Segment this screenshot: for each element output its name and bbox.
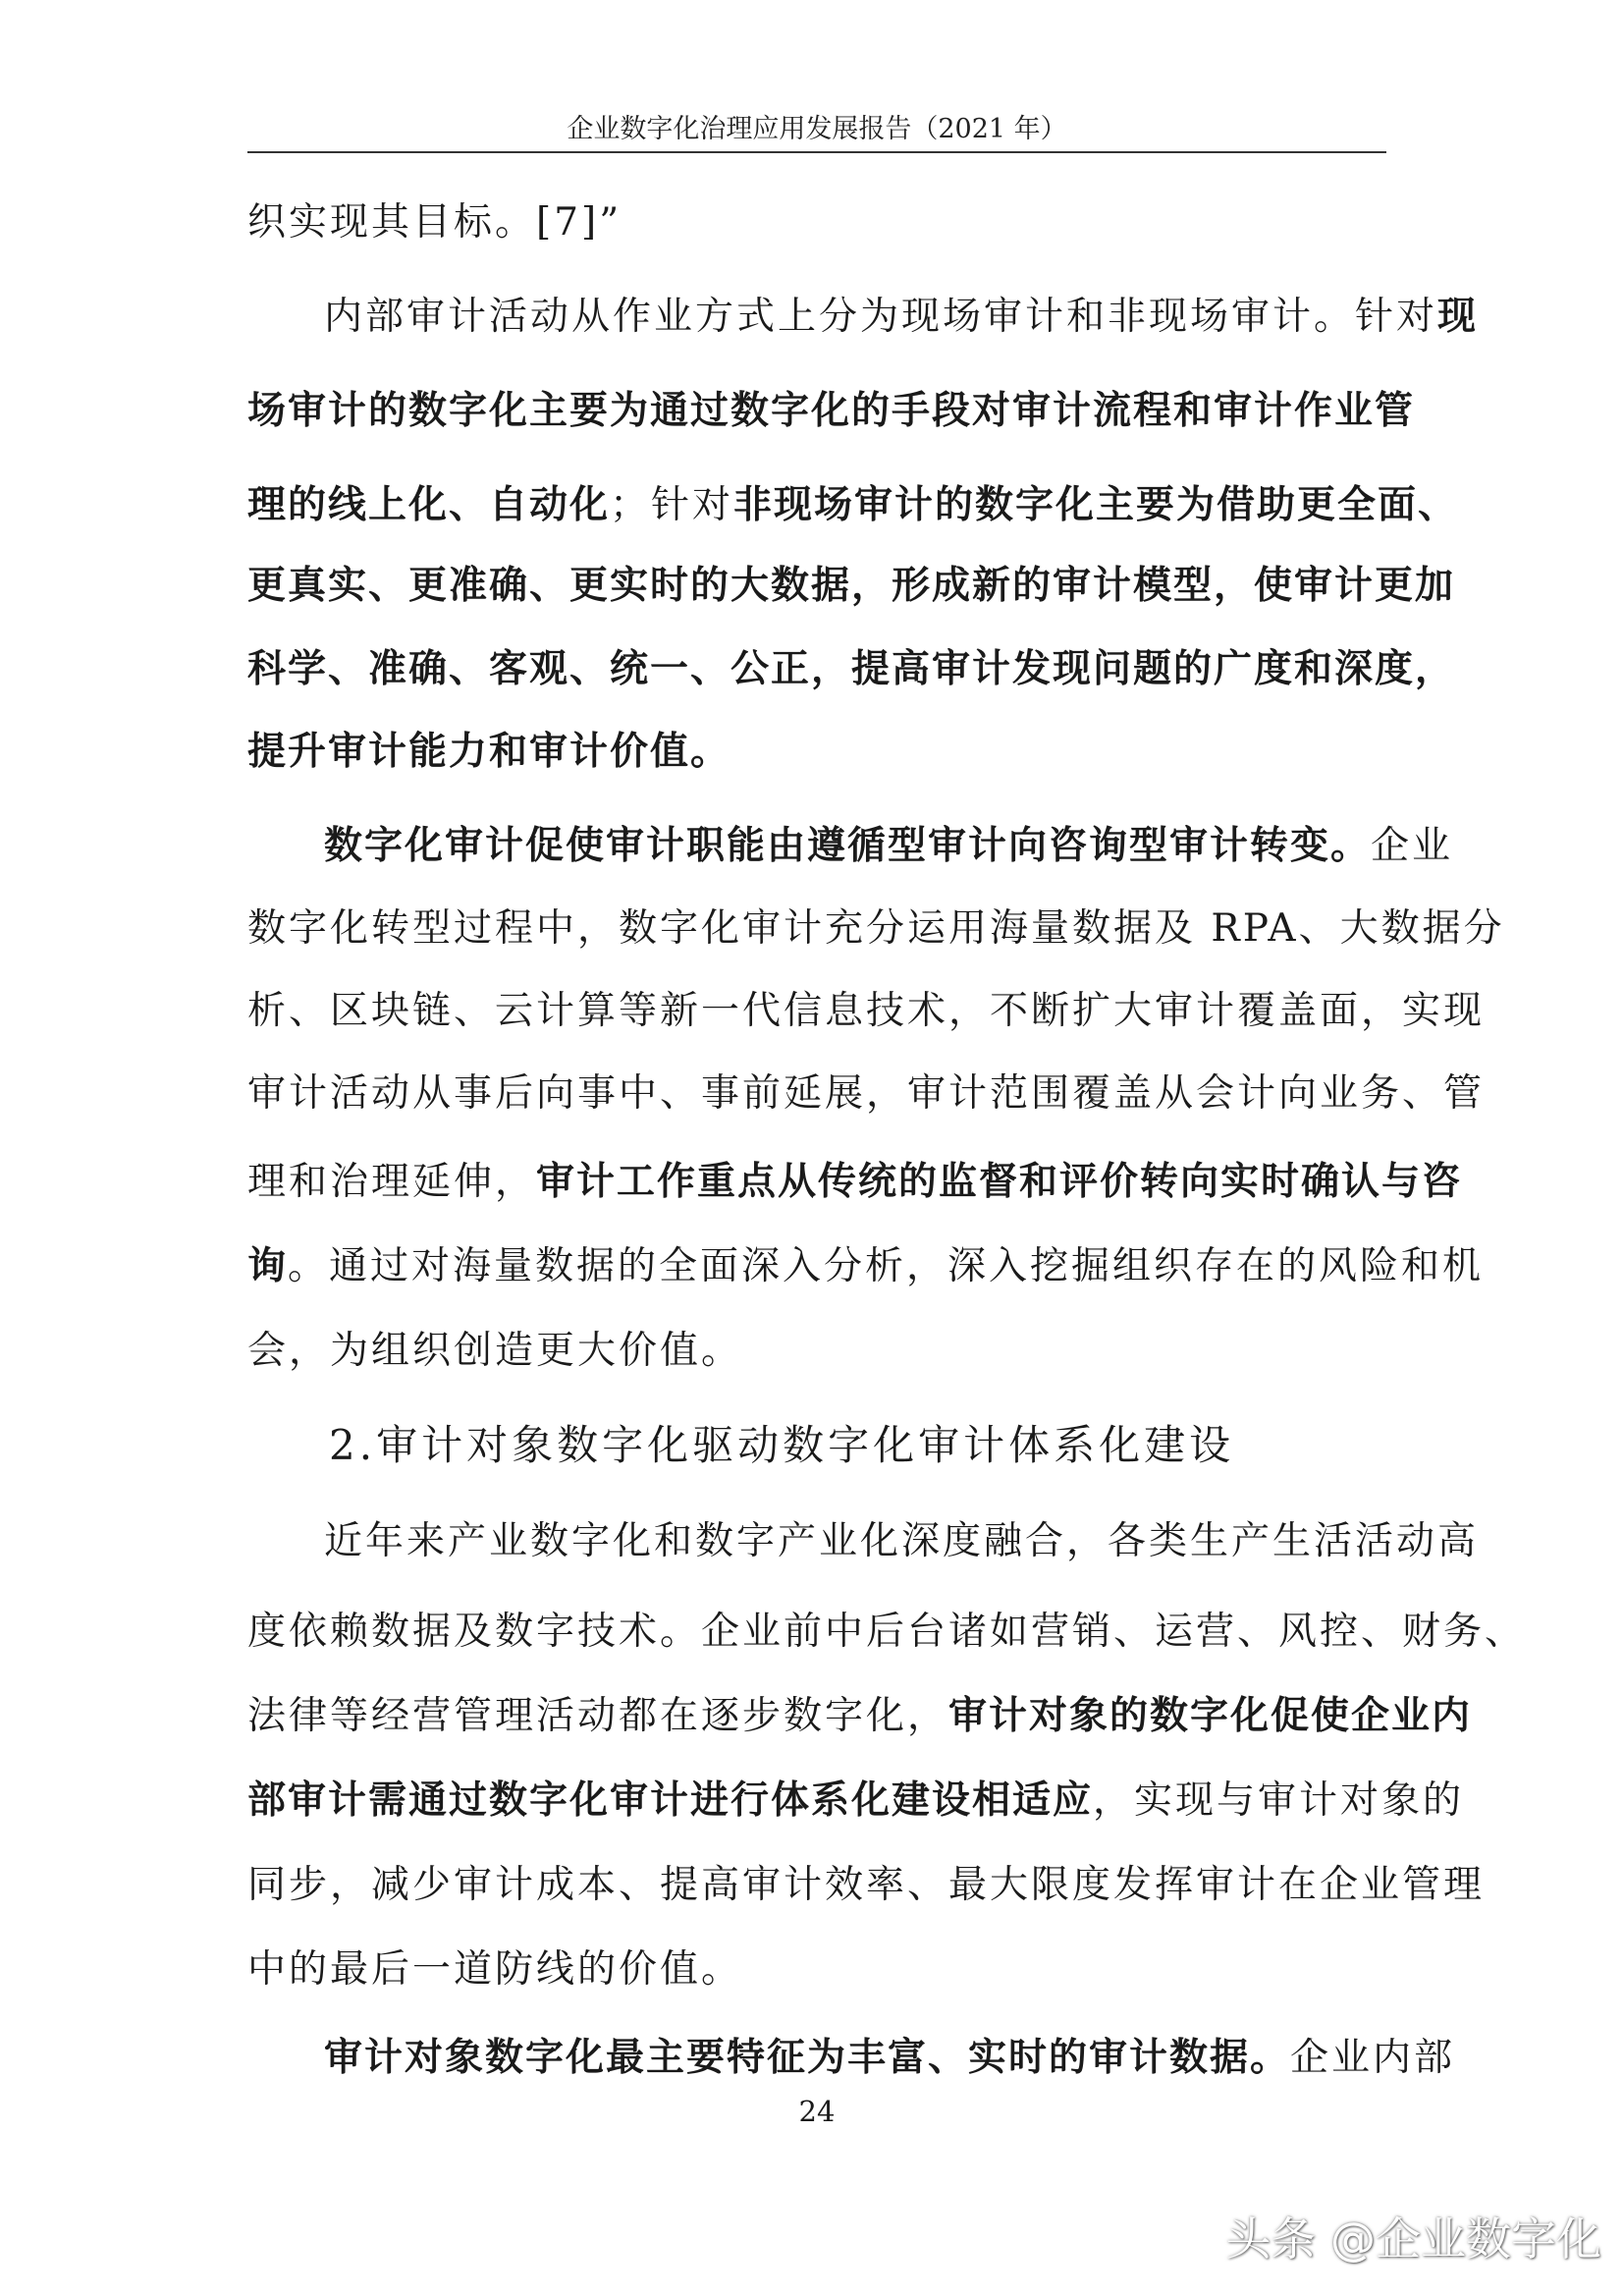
text-run: 。通过对海量数据的全面深入分析，深入挖掘组织存在的风险和机 [288, 1244, 1485, 1288]
paragraph-line [247, 197, 1386, 248]
text-run: 企业内部 [1290, 2036, 1456, 2080]
paragraph-line [247, 644, 1456, 695]
paragraph-line [247, 1860, 1486, 1911]
bold-text-run: 科学、准确、客观、统一、公正，提高审计发现问题的广度和深度， [247, 647, 1456, 691]
text-run: 中的最后一道防线的价值。 [247, 1947, 743, 1992]
paragraph-line [247, 1944, 1386, 1995]
paragraph-line [247, 386, 1416, 437]
paragraph-line [247, 1241, 1485, 1292]
text-run: 审计活动从事后向事中、事前延展，审计范围覆盖从会计向业务、管 [247, 1071, 1486, 1116]
bold-text-run: 审计对象的数字化促使企业内 [948, 1694, 1473, 1738]
bold-text-run: 理的线上化、自动化 [247, 483, 611, 527]
paragraph-line [247, 561, 1456, 612]
text-run: 数字化转型过程中，数字化审计充分运用海量数据及 RPA、大数据分 [247, 906, 1505, 951]
text-run: 织实现其目标。[7]” [247, 200, 622, 245]
paragraph-line [247, 1326, 1386, 1377]
text-run: 理和治理延伸， [247, 1160, 537, 1204]
paragraph-line [247, 480, 1459, 531]
bold-text-run: 更真实、更准确、更实时的大数据，形成新的审计模型，使审计更加 [247, 564, 1456, 608]
bold-text-run: 询 [247, 1244, 289, 1288]
text-run: 会，为组织创造更大价值。 [247, 1329, 743, 1373]
bold-text-run: 审计工作重点从传统的监督和评价转向实时确认与咨 [536, 1160, 1463, 1204]
page-number: 24 [798, 2095, 836, 2128]
paragraph-line [247, 1068, 1486, 1120]
paragraph-line [247, 1157, 1463, 1208]
paragraph-line [247, 727, 1386, 778]
paragraph-line [247, 1607, 1527, 1658]
paragraph-line [324, 2033, 1456, 2084]
text-run: 法律等经营管理活动都在逐步数字化， [247, 1694, 949, 1738]
header-divider [247, 151, 1386, 153]
paragraph-line [324, 292, 1479, 343]
bold-text-run: 场审计的数字化主要为通过数字化的手段对审计流程和审计作业管 [247, 389, 1416, 433]
text-run: 近年来产业数字化和数字产业化深度融合，各类生产生活活动高 [324, 1519, 1480, 1563]
bold-text-run: 部审计需通过数字化审计进行体系化建设相适应 [247, 1778, 1094, 1823]
paragraph-line [247, 1776, 1465, 1827]
text-run: 企业 [1371, 824, 1454, 868]
text-run: 析、区块链、云计算等新一代信息技术，不断扩大审计覆盖面，实现 [247, 989, 1486, 1033]
text-run: 同步，减少审计成本、提高审计效率、最大限度发挥审计在企业管理 [247, 1863, 1486, 1907]
paragraph-line [247, 903, 1505, 955]
bold-text-run: 数字化审计促使审计职能由遵循型审计向咨询型审计转变。 [324, 824, 1372, 868]
paragraph-line [247, 1691, 1473, 1742]
paragraph-line [324, 821, 1454, 872]
text-run: ，实现与审计对象的 [1093, 1778, 1465, 1823]
page-header-title: 企业数字化治理应用发展报告（2021 年） [567, 114, 1067, 144]
text-run: 内部审计活动从作业方式上分为现场审计和非现场审计。针对 [324, 295, 1438, 339]
text-run: 度依赖数据及数字技术。企业前中后台诸如营销、运营、风控、财务、 [247, 1610, 1527, 1654]
bold-text-run: 现 [1437, 295, 1479, 339]
paragraph-line [324, 1516, 1480, 1567]
source-watermark: 头条 @企业数字化 [1225, 2213, 1601, 2266]
bold-text-run: 提升审计能力和审计价值。 [247, 730, 731, 774]
bold-text-run: 非现场审计的数字化主要为借助更全面、 [733, 483, 1459, 527]
bold-text-run: 审计对象数字化最主要特征为丰富、实时的审计数据。 [324, 2036, 1291, 2080]
paragraph-line [247, 986, 1486, 1037]
text-run: ；针对 [610, 483, 734, 527]
section-heading: 2.审计对象数字化驱动数字化审计体系化建设 [329, 1421, 1235, 1469]
